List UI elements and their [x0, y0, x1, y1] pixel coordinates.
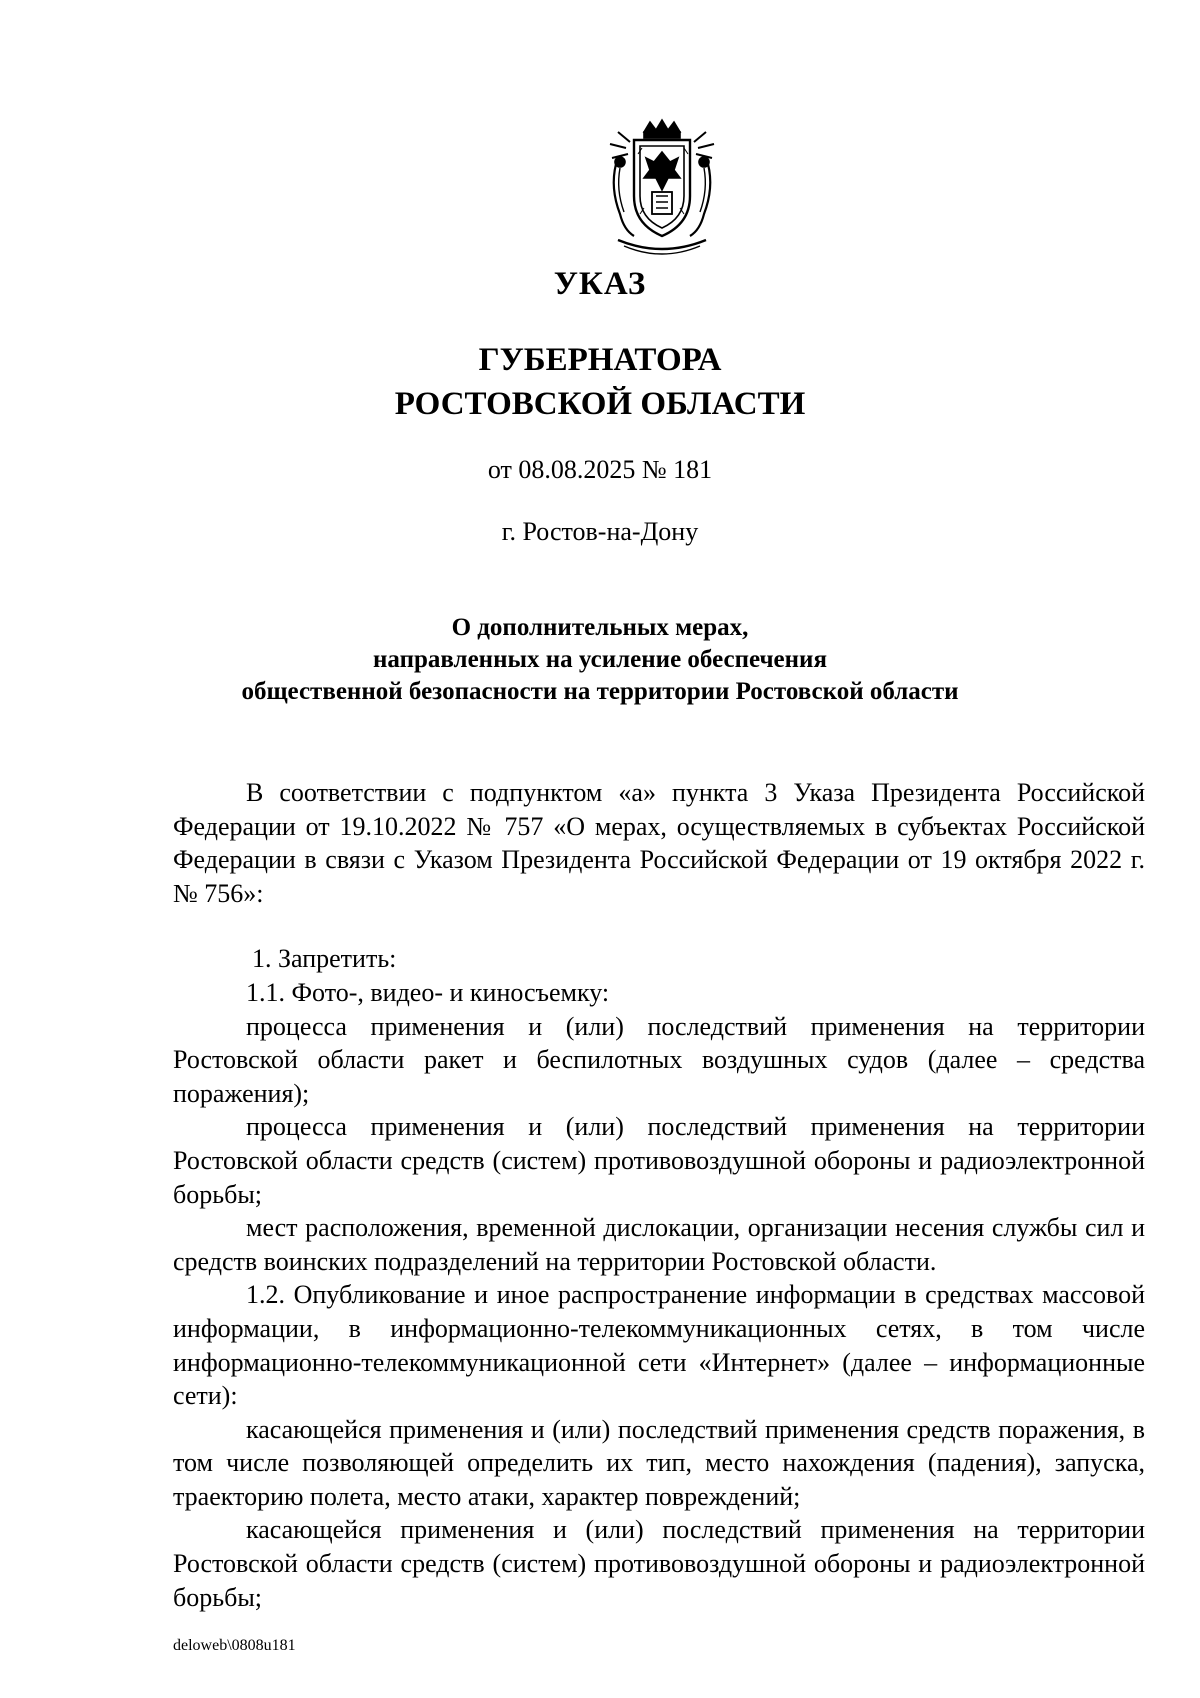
document-city: г. Ростов-на-Дону [501, 517, 699, 546]
issuer-title [0, 338, 1200, 426]
clause-1-2-b: касающейся применения и (или) последствий применения на территории Ростовской области средств (систем) противовоздушной обороны и радиоэлектронной борьбы; [173, 1515, 1145, 1612]
document-date-number: от 08.08.2025 № 181 [487, 455, 713, 484]
document-code: deloweb\0808u181 [173, 1637, 296, 1654]
document-title: УКАЗ [553, 266, 647, 302]
issuer-line-1: ГУБЕРНАТОРА [478, 342, 722, 378]
clause-1-2: 1.2. Опубликование и иное распространение информации в средствах массовой информации, в информационно-телекоммуникационных сетях, в том числе информационно-телекоммуникационной сети «Интернет» (далее – информационные сети): [173, 1280, 1145, 1411]
preamble-paragraph: В соответствии с подпунктом «а» пункта 3 Указа Президента Российской Федерации от 19.10.2022 № 757 «О мерах, осуществляемых в субъектах Российской Федерации в связи с Указом Президента Российской Федерации от 19 октября 2022 г. № 756»: [173, 778, 1145, 908]
subject-line-3: общественной безопасности на территории Ростовской области [241, 678, 959, 705]
clause-1-1: 1.1. Фото-, видео- и киносъемку: [246, 977, 610, 1007]
subject-line-1: О дополнительных мерах, [451, 614, 749, 641]
clause-1-1-b: процесса применения и (или) последствий применения на территории Ростовской области средств (систем) противовоздушной обороны и радиоэлектронной борьбы; [173, 1112, 1145, 1209]
clause-1-1-a: процесса применения и (или) последствий применения на территории Ростовской области ракет и беспилотных воздушных судов (далее – средства поражения); [173, 1011, 1145, 1108]
clause-1-1-c: мест расположения, временной дислокации, организации несения службы сил и средств воинских подразделений на территории Ростовской области. [173, 1213, 1145, 1276]
document-subject [0, 612, 1200, 708]
clause-1-2-a: касающейся применения и (или) последствий применения средств поражения, в том числе позволяющей определить их тип, место нахождения (падения), запуска, траекторию полета, место атаки, характер повреждений; [173, 1414, 1145, 1511]
coat-of-arms-icon [604, 118, 720, 258]
issuer-line-2: РОСТОВСКОЙ ОБЛАСТИ [394, 386, 806, 422]
document-body [173, 776, 1145, 1614]
subject-line-2: направленных на усиление обеспечения [373, 646, 827, 673]
clause-1: 1. Запретить: [252, 944, 397, 974]
